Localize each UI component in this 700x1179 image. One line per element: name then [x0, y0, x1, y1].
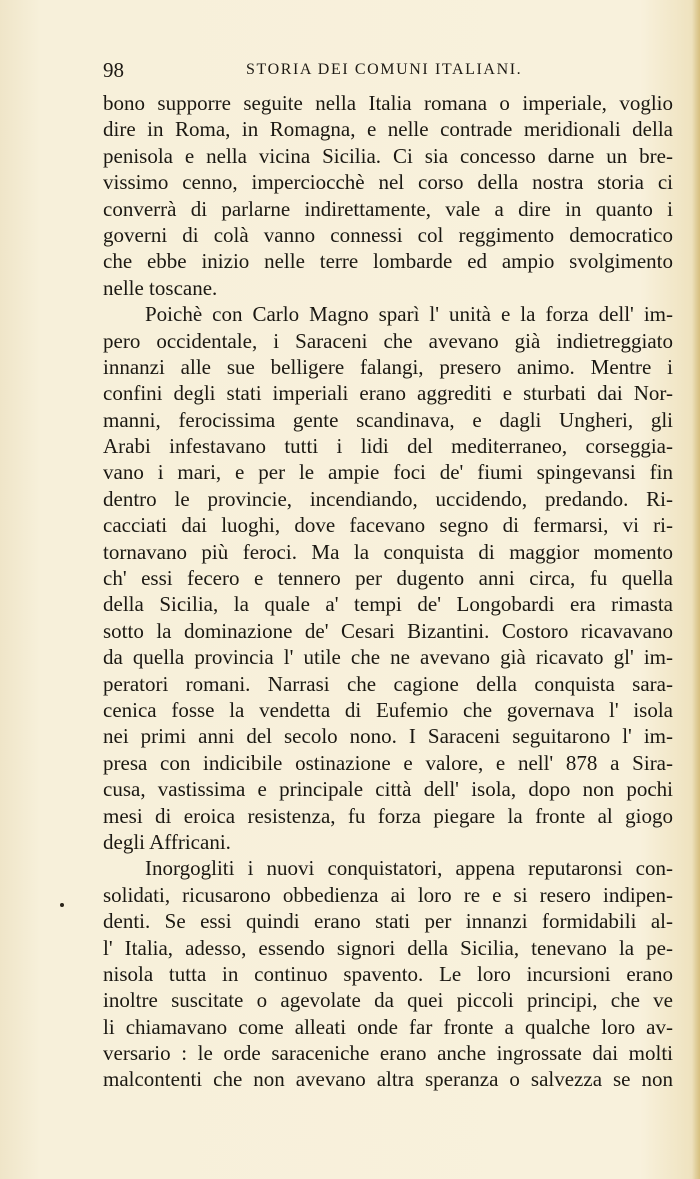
- text-line: che ebbe inizio nelle terre lombarde ed ampio svolgimento: [103, 249, 673, 274]
- text-line: ch' essi fecero e tennero per dugento anni circa, fu quella: [103, 566, 673, 591]
- text-line: solidati, ricusarono obbedienza ai loro re e si resero indipen-: [103, 882, 673, 907]
- text-line: presa con indicibile ostinazione e valore, e nell' 878 a Sira-: [103, 750, 673, 775]
- text-line: pero occidentale, i Saraceni che avevano già indietreggiato: [103, 328, 673, 353]
- text-line: Poichè con Carlo Magno sparì l' unità e la forza dell' im-: [145, 302, 673, 327]
- text-line: vissimo cenno, imperciocchè nel corso della nostra storia ci: [103, 170, 673, 195]
- text-line: dentro le provincie, incendiando, uccidendo, predando. Ri-: [103, 486, 673, 511]
- text-line: inoltre suscitate o agevolate da quei piccoli principi, che ve: [103, 988, 673, 1013]
- body-text: [103, 90, 673, 1093]
- text-line: bono supporre seguite nella Italia romana o imperiale, voglio: [103, 91, 673, 115]
- margin-ink-dot: [60, 903, 64, 907]
- text-line: peratori romani. Narrasi che cagione della conquista sara-: [103, 671, 673, 696]
- text-line: cusa, vastissima e principale città dell' isola, dopo non pochi: [103, 777, 673, 802]
- text-line: nei primi anni del secolo nono. I Saraceni seguitarono l' im-: [103, 724, 673, 749]
- text-line: governi di colà vanno connessi col reggimento democratico: [103, 222, 673, 247]
- text-line: l' Italia, adesso, essendo signori della Sicilia, tenevano la pe-: [103, 935, 673, 960]
- text-line: nisola tutta in continuo spavento. Le loro incursioni erano: [103, 961, 673, 986]
- text-line: mesi di eroica resistenza, fu forza piegare la fronte al giogo: [103, 803, 673, 828]
- text-line: Inorgogliti i nuovi conquistatori, appena reputaronsi con-: [145, 856, 673, 881]
- text-line: denti. Se essi quindi erano stati per innanzi formidabili al-: [103, 909, 673, 934]
- running-title: STORIA DEI COMUNI ITALIANI.: [246, 61, 523, 78]
- text-line: converrà di parlarne indirettamente, vale a dire in quanto i: [103, 196, 673, 221]
- text-line: degli Affricani.: [103, 829, 231, 854]
- text-line: versario : le orde saraceniche erano anche ingrossate dai molti: [103, 1041, 673, 1066]
- text-line: penisola e nella vicina Sicilia. Ci sia concesso darne un bre-: [103, 143, 673, 168]
- text-line: cacciati dai luoghi, dove facevano segno di fermarsi, vi ri-: [103, 513, 673, 538]
- text-line: confini degli stati imperiali erano aggrediti e sturbati dai Nor-: [103, 381, 673, 406]
- text-line: vano i mari, e per le ampie foci de' fiumi spingevansi fin: [103, 460, 673, 485]
- text-line: sotto la dominazione de' Cesari Bizantini. Costoro ricavavano: [103, 618, 673, 643]
- text-line: nelle toscane.: [103, 275, 218, 300]
- running-header: [103, 58, 673, 86]
- text-line: dire in Roma, in Romagna, e nelle contrade meridionali della: [103, 117, 673, 142]
- text-line: Arabi infestavano tutti i lidi del mediterraneo, corseggia-: [103, 434, 673, 459]
- text-line: li chiamavano come alleati onde far fronte a qualche loro av-: [103, 1014, 673, 1039]
- text-line: malcontenti che non avevano altra speranza o salvezza se non: [103, 1067, 673, 1092]
- text-line: manni, ferocissima gente scandinava, e dagli Ungheri, gli: [103, 407, 673, 432]
- page-edge-shadow: [692, 0, 700, 1179]
- page-number: 98: [103, 58, 124, 82]
- text-line: innanzi alle sue belligere falangi, presero animo. Mentre i: [103, 354, 673, 379]
- text-line: da quella provincia l' utile che ne avevano già ricavato gl' im-: [103, 645, 673, 670]
- text-line: della Sicilia, la quale a' tempi de' Longobardi era rimasta: [103, 592, 673, 617]
- text-line: cenica fosse la vendetta di Eufemio che governava l' isola: [103, 697, 673, 722]
- text-line: tornavano più feroci. Ma la conquista di maggior momento: [103, 539, 673, 564]
